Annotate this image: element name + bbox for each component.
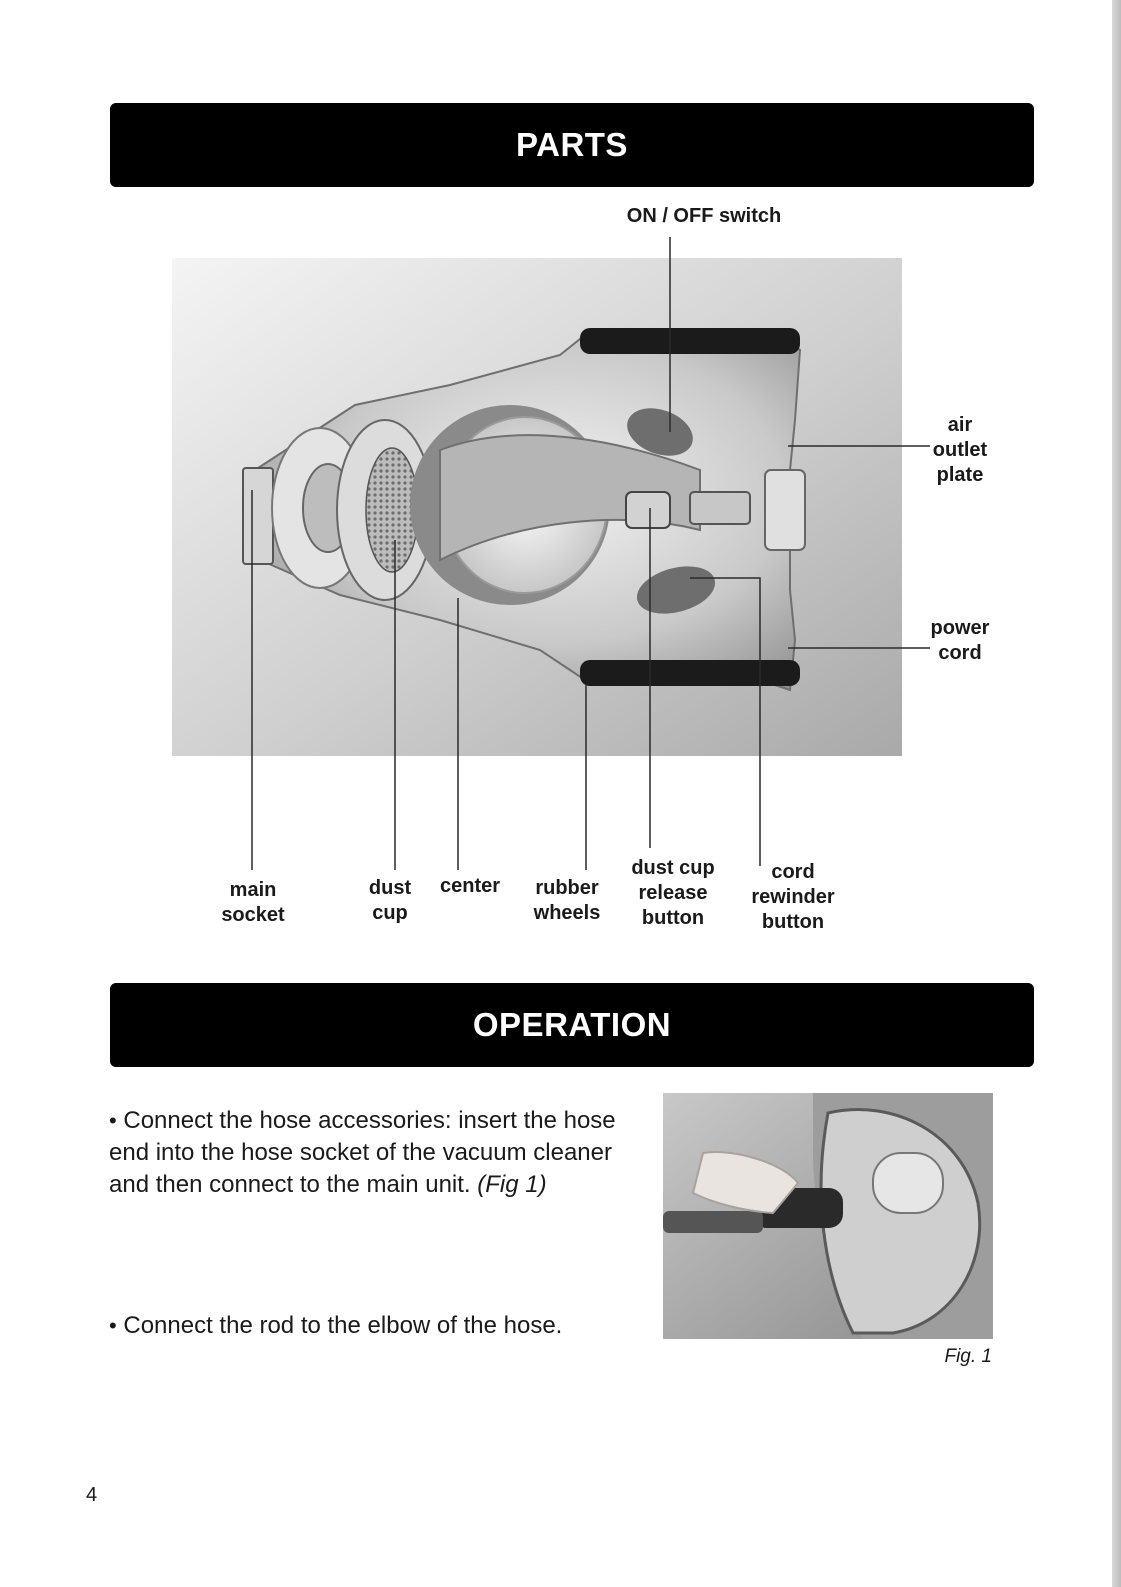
rear-latch [690,492,750,524]
dust-cup-release-shape [626,492,670,528]
air-outlet-plate-shape [765,470,805,550]
operation-title: OPERATION [472,1006,672,1043]
inlet-tube [873,1153,943,1213]
parts-title: PARTS [516,126,628,163]
instruction-item [109,1310,629,1342]
label-air-outlet-plate: air outlet plate [932,414,988,486]
label-cord-rewinder-button: cord rewinder button [751,861,835,933]
instruction-text: Connect the hose accessories: insert the hose end into the hose socket of the vacuum cleaner and then connect to the main unit. [109,1107,616,1198]
figure-reference: (Fig 1) [477,1171,547,1198]
rubber-wheel-bottom [580,660,800,686]
instruction-item [109,1105,629,1201]
label-dust-cup-release-button: dust cup release button [631,857,715,929]
instruction-text: Connect the rod to the elbow of the hose. [123,1312,563,1339]
page-number: 4 [86,1484,98,1506]
label-main-socket: main socket [221,879,285,926]
operation-section-header [110,983,1034,1067]
label-rubber-wheels: rubber wheels [533,877,601,924]
main-socket-shape [243,468,273,564]
bullet-icon: • [109,1313,117,1338]
label-center: center [439,875,501,897]
hose-pipe [663,1211,763,1233]
fig1-photo [663,1093,993,1339]
label-dust-cup: dust cup [368,877,412,924]
label-on-off-switch: ON / OFF switch [626,205,782,227]
label-power-cord: power cord [930,617,990,664]
figure-caption: Fig. 1 [944,1346,992,1367]
bullet-icon: • [109,1108,117,1133]
rubber-wheel-top [580,328,800,354]
